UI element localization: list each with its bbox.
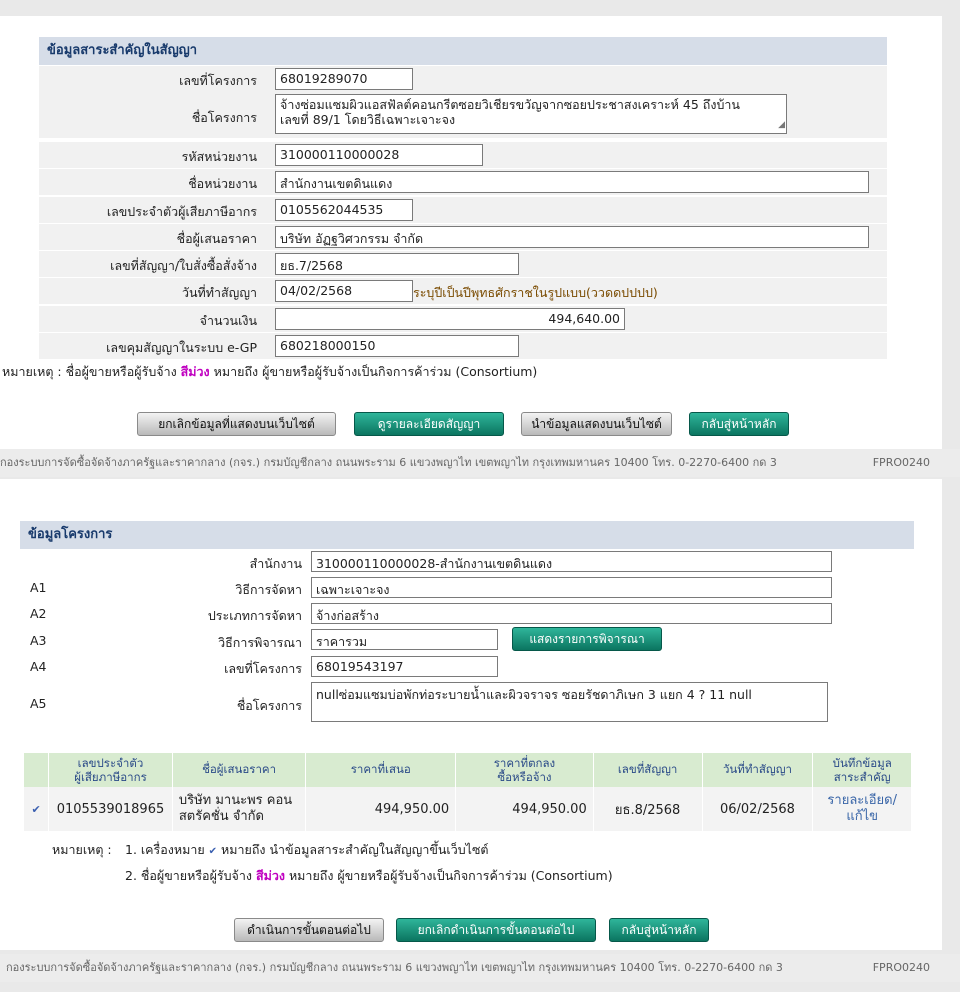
label-contract-no: เลขที่สัญญา/ใบสั่งซื้อสั่งจ้าง bbox=[110, 258, 257, 273]
show-on-web-button[interactable]: นำข้อมูลแสดงบนเว็บไซต์ bbox=[521, 412, 672, 436]
show-criteria-button[interactable]: แสดงรายการพิจารณา bbox=[512, 627, 662, 651]
footer-address-2: กองระบบการจัดซื้อจัดจ้างภาครัฐและราคากลาง (กจร.) กรมบัญชีกลาง ถนนพระราม 6 แขวงพญาไท เขตพญาไท กรุงเทพมหานคร 10400 โทร. 0-2270-6400 กด 3 bbox=[6, 961, 783, 974]
next-step-button[interactable]: ดำเนินการขั้นตอนต่อไป bbox=[234, 918, 384, 942]
project-no-field[interactable]: 68019289070 bbox=[275, 68, 413, 90]
date-format-hint: ระบุปีเป็นปีพุทธศักราชในรูปแบบ(ววดดปปปป) bbox=[413, 285, 658, 300]
contract-info-panel bbox=[0, 16, 942, 449]
cancel-next-step-button[interactable]: ยกเลิกดำเนินการขั้นตอนต่อไป bbox=[396, 918, 596, 942]
row-project-name bbox=[39, 92, 887, 138]
col-contract-no: เลขที่สัญญา bbox=[593, 753, 702, 787]
method-field[interactable]: เฉพาะเจาะจง bbox=[311, 577, 832, 598]
row-unit-name bbox=[39, 169, 887, 195]
row-project-no bbox=[39, 66, 887, 92]
detail-edit-link[interactable] bbox=[813, 787, 912, 831]
code-a1: A1 bbox=[30, 580, 47, 595]
unit-name-field[interactable]: สำนักงานเขตดินแดง bbox=[275, 171, 869, 193]
col-bidder-name: ชื่อผู้เสนอราคา bbox=[172, 753, 305, 787]
note1-text-b: หมายถึง นำข้อมูลสาระสำคัญในสัญญาขึ้นเว็บไซต์ bbox=[217, 842, 489, 857]
col-record: บันทึกข้อมูล สาระสำคัญ bbox=[813, 753, 912, 787]
row-contract-date bbox=[39, 278, 887, 304]
table-header-row bbox=[24, 753, 912, 787]
col-tax-id: เลขประจำตัว ผู้เสียภาษีอากร bbox=[49, 753, 173, 787]
project-name-textarea[interactable] bbox=[275, 94, 787, 134]
agency-field[interactable]: 310000110000028-สำนักงานเขตดินแดง bbox=[311, 551, 832, 572]
row-bidder bbox=[39, 224, 887, 250]
note-suffix: หมายถึง ผู้ขายหรือผู้รับจ้างเป็นกิจการค้าร่วม (Consortium) bbox=[209, 364, 538, 379]
label-method: วิธีการจัดหา bbox=[235, 582, 302, 597]
project-info-panel bbox=[0, 479, 942, 950]
egp-no-field[interactable]: 680218000150 bbox=[275, 335, 519, 357]
footer-page-code-2: FPRO0240 bbox=[872, 961, 930, 974]
label-contract-date: วันที่ทำสัญญา bbox=[181, 285, 257, 300]
col-check bbox=[24, 753, 49, 787]
row-contract-no bbox=[39, 251, 887, 277]
note2-text-a: 2. ชื่อผู้ขายหรือผู้รับจ้าง bbox=[125, 868, 256, 883]
col-offer-price: ราคาที่เสนอ bbox=[306, 753, 456, 787]
label-project-name: ชื่อโครงการ bbox=[191, 110, 257, 125]
cell-contract-no: ยธ.8/2568 bbox=[593, 787, 702, 831]
note2-purple-word: สีม่วง bbox=[255, 868, 285, 883]
contract-date-field[interactable]: 04/02/2568 bbox=[275, 280, 413, 302]
unit-code-field[interactable]: 310000110000028 bbox=[275, 144, 483, 166]
bidder-name-line1: บริษัท มานะพร คอน bbox=[178, 793, 293, 808]
note-prefix: หมายเหตุ : ชื่อผู้ขายหรือผู้รับจ้าง bbox=[2, 364, 181, 379]
label-tax-id: เลขประจำตัวผู้เสียภาษีอากร bbox=[106, 204, 257, 219]
detail-link-line2: แก้ไข bbox=[846, 809, 879, 824]
cell-offer-price: 494,950.00 bbox=[306, 787, 456, 831]
cell-contract-date: 06/02/2568 bbox=[702, 787, 813, 831]
project-no-field-2[interactable]: 68019543197 bbox=[311, 656, 498, 677]
cancel-show-web-button[interactable]: ยกเลิกข้อมูลที่แสดงบนเว็บไซต์ bbox=[137, 412, 336, 436]
procurement-type-field[interactable]: จ้างก่อสร้าง bbox=[311, 603, 832, 624]
cell-bidder-name bbox=[172, 787, 305, 831]
label-project-no-2: เลขที่โครงการ bbox=[224, 661, 302, 676]
code-a2: A2 bbox=[30, 606, 47, 621]
label-unit-code: รหัสหน่วยงาน bbox=[181, 149, 257, 164]
bidder-name-line2: สตรัคชั่น จำกัด bbox=[178, 809, 264, 824]
project-name-line1: จ้างซ่อมแซมผิวแอสฟัลต์คอนกรีตซอยวิเชียรขวัญจากซอยประชาสงเคราะห์ 45 ถึงบ้าน bbox=[280, 97, 740, 112]
col-contract-date: วันที่ทำสัญญา bbox=[702, 753, 813, 787]
bidder-field[interactable]: บริษัท อัฏฐวิศวกรรม จำกัด bbox=[275, 226, 869, 248]
criteria-field[interactable]: ราคารวม bbox=[311, 629, 498, 650]
tax-id-field[interactable]: 0105562044535 bbox=[275, 199, 413, 221]
contract-note bbox=[2, 362, 537, 382]
code-a4: A4 bbox=[30, 659, 47, 674]
resize-grip-icon[interactable]: ◢ bbox=[778, 120, 785, 130]
row-amount bbox=[39, 306, 887, 332]
project-section-title: ข้อมูลโครงการ bbox=[20, 521, 914, 549]
note2-text-b: หมายถึง ผู้ขายหรือผู้รับจ้างเป็นกิจการค้าร่วม (Consortium) bbox=[284, 868, 613, 883]
row-egp-no bbox=[39, 333, 887, 359]
view-contract-detail-button[interactable]: ดูรายละเอียดสัญญา bbox=[354, 412, 504, 436]
label-project-name-2: ชื่อโครงการ bbox=[236, 698, 302, 713]
label-amount: จำนวนเงิน bbox=[199, 313, 257, 328]
contract-section-title: ข้อมูลสาระสำคัญในสัญญา bbox=[39, 37, 887, 65]
back-home-button-2[interactable]: กลับสู่หน้าหลัก bbox=[609, 918, 709, 942]
label-egp-no: เลขคุมสัญญาในระบบ e-GP bbox=[106, 340, 257, 355]
note-check-icon: ✔ bbox=[208, 846, 218, 857]
notes-prefix: หมายเหตุ : bbox=[52, 842, 112, 857]
label-agency: สำนักงาน bbox=[249, 556, 302, 571]
table-row bbox=[24, 787, 912, 831]
label-type: ประเภทการจัดหา bbox=[207, 608, 302, 623]
project-name-field-2[interactable]: nullซ่อมแซมบ่อพักท่อระบายน้ำและผิวจราจร ซอยรัชดาภิเษก 3 แยก 4 ? 11 null bbox=[311, 682, 828, 722]
note1-text-a: 1. เครื่องหมาย bbox=[125, 842, 209, 857]
cell-tax-id: 0105539018965 bbox=[49, 787, 173, 831]
footer-bar bbox=[0, 449, 960, 477]
code-a5: A5 bbox=[30, 696, 47, 711]
check-icon: ✔ bbox=[24, 787, 49, 831]
amount-field[interactable]: 494,640.00 bbox=[275, 308, 625, 330]
project-name-line2: เลขที่ 89/1 โดยวิธีเฉพาะเจาะจง bbox=[280, 112, 456, 127]
contract-no-field[interactable]: ยธ.7/2568 bbox=[275, 253, 519, 275]
row-unit-code bbox=[39, 142, 887, 168]
back-home-button[interactable]: กลับสู่หน้าหลัก bbox=[689, 412, 789, 436]
footer-page-code: FPRO0240 bbox=[872, 456, 930, 469]
label-criteria: วิธีการพิจารณา bbox=[218, 635, 302, 650]
bidder-table bbox=[24, 753, 912, 831]
note-purple-word: สีม่วง bbox=[180, 364, 210, 379]
label-unit-name: ชื่อหน่วยงาน bbox=[188, 176, 257, 191]
cell-agreed-price: 494,950.00 bbox=[456, 787, 594, 831]
row-tax-id bbox=[39, 197, 887, 223]
footer-bar-2 bbox=[0, 954, 960, 982]
label-project-no: เลขที่โครงการ bbox=[179, 73, 257, 88]
footer-address: กองระบบการจัดซื้อจัดจ้างภาครัฐและราคากลาง (กจร.) กรมบัญชีกลาง ถนนพระราม 6 แขวงพญาไท เขตพญาไท กรุงเทพมหานคร 10400 โทร. 0-2270-6400 กด 3 bbox=[0, 456, 777, 469]
note-line-1 bbox=[125, 840, 489, 860]
code-a3: A3 bbox=[30, 633, 47, 648]
note-line-2 bbox=[125, 866, 613, 886]
detail-link-line1: รายละเอียด/ bbox=[827, 793, 897, 808]
label-bidder: ชื่อผู้เสนอราคา bbox=[176, 231, 257, 246]
col-agreed-price: ราคาที่ตกลง ซื้อหรือจ้าง bbox=[456, 753, 594, 787]
